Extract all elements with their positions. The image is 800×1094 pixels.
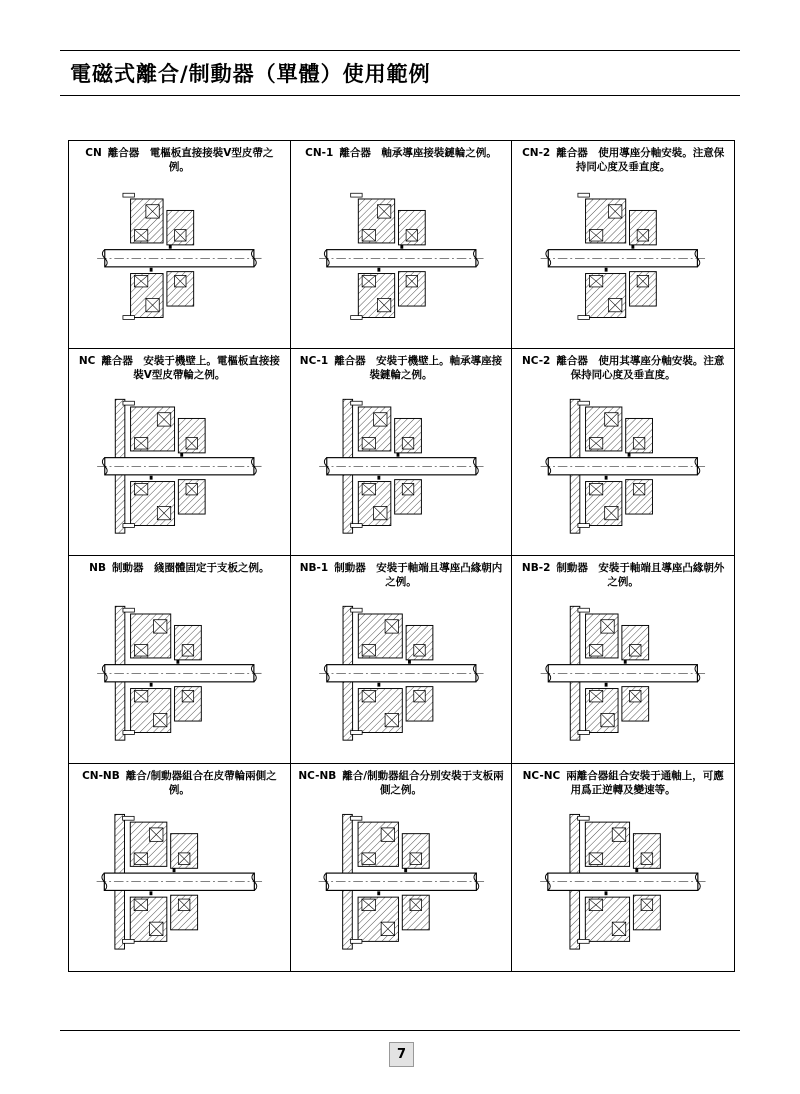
- example-cell-nc-nc: [512, 764, 734, 972]
- example-cell-cn: [69, 141, 291, 349]
- example-cell-nc-nb: [291, 764, 513, 972]
- example-cell-nc: [69, 349, 291, 557]
- example-cell-nc-1: [291, 349, 513, 557]
- combo-diagram: [77, 800, 282, 964]
- examples-grid: [68, 140, 735, 972]
- caption: NC-1 離合器 安裝于機壁上。軸承導座接裝鏈輪之例。: [299, 354, 503, 381]
- brake-diagram: [299, 592, 504, 755]
- example-cell-nb: [69, 556, 291, 764]
- caption: NB-1 制動器 安裝于軸端且導座凸緣朝内之例。: [299, 562, 503, 588]
- example-cell-nb-2: [512, 556, 734, 764]
- caption: NC-2 離合器 使用其導座分軸安裝。注意保持同心度及垂直度。: [521, 354, 725, 381]
- brake-diagram: [77, 592, 282, 755]
- example-cell-cn-nb: [69, 764, 291, 972]
- caption: NC-NB 離合/制動器組合分别安裝于支板兩側之例。: [298, 769, 504, 796]
- caption: CN-2 離合器 使用導座分軸安裝。注意保持同心度及垂直度。: [522, 147, 725, 173]
- bottom-rule: [60, 1030, 740, 1031]
- title-underline: [60, 95, 740, 96]
- example-cell-nb-1: [291, 556, 513, 764]
- example-cell-cn-1: [291, 141, 513, 349]
- page-number: 7: [389, 1042, 414, 1067]
- combo-diagram: [520, 800, 726, 964]
- page-title: 電磁式離合/制動器（單體）使用範例: [70, 62, 431, 86]
- example-cell-nc-2: [512, 349, 734, 557]
- top-rule: [60, 50, 740, 51]
- combo-diagram: [299, 800, 504, 964]
- caption: NB 制動器 綫圈體固定于支板之例。: [89, 562, 270, 574]
- clutch-diagram: [299, 177, 504, 340]
- caption: NC 離合器 安裝于機壁上。電樞板直接接裝V型皮帶輪之例。: [78, 354, 280, 381]
- clutch-diagram: [77, 385, 282, 548]
- clutch-diagram: [77, 177, 282, 340]
- caption: CN-1 離合器 軸承導座接裝鏈輪之例。: [305, 147, 497, 159]
- brake-diagram: [520, 592, 726, 755]
- caption: NC-NC 兩離合器組合安裝于通軸上，可應用爲正逆轉及變速等。: [522, 769, 724, 796]
- caption: CN 離合器 電樞板直接接裝V型皮帶之例。: [85, 147, 274, 173]
- caption: NB-2 制動器 安裝于軸端且導座凸緣朝外之例。: [521, 562, 725, 588]
- example-cell-cn-2: [512, 141, 734, 349]
- clutch-diagram: [299, 385, 504, 548]
- clutch-diagram: [520, 385, 726, 548]
- caption: CN-NB 離合/制動器組合在皮帶輪兩側之例。: [82, 769, 277, 796]
- clutch-diagram: [520, 177, 726, 340]
